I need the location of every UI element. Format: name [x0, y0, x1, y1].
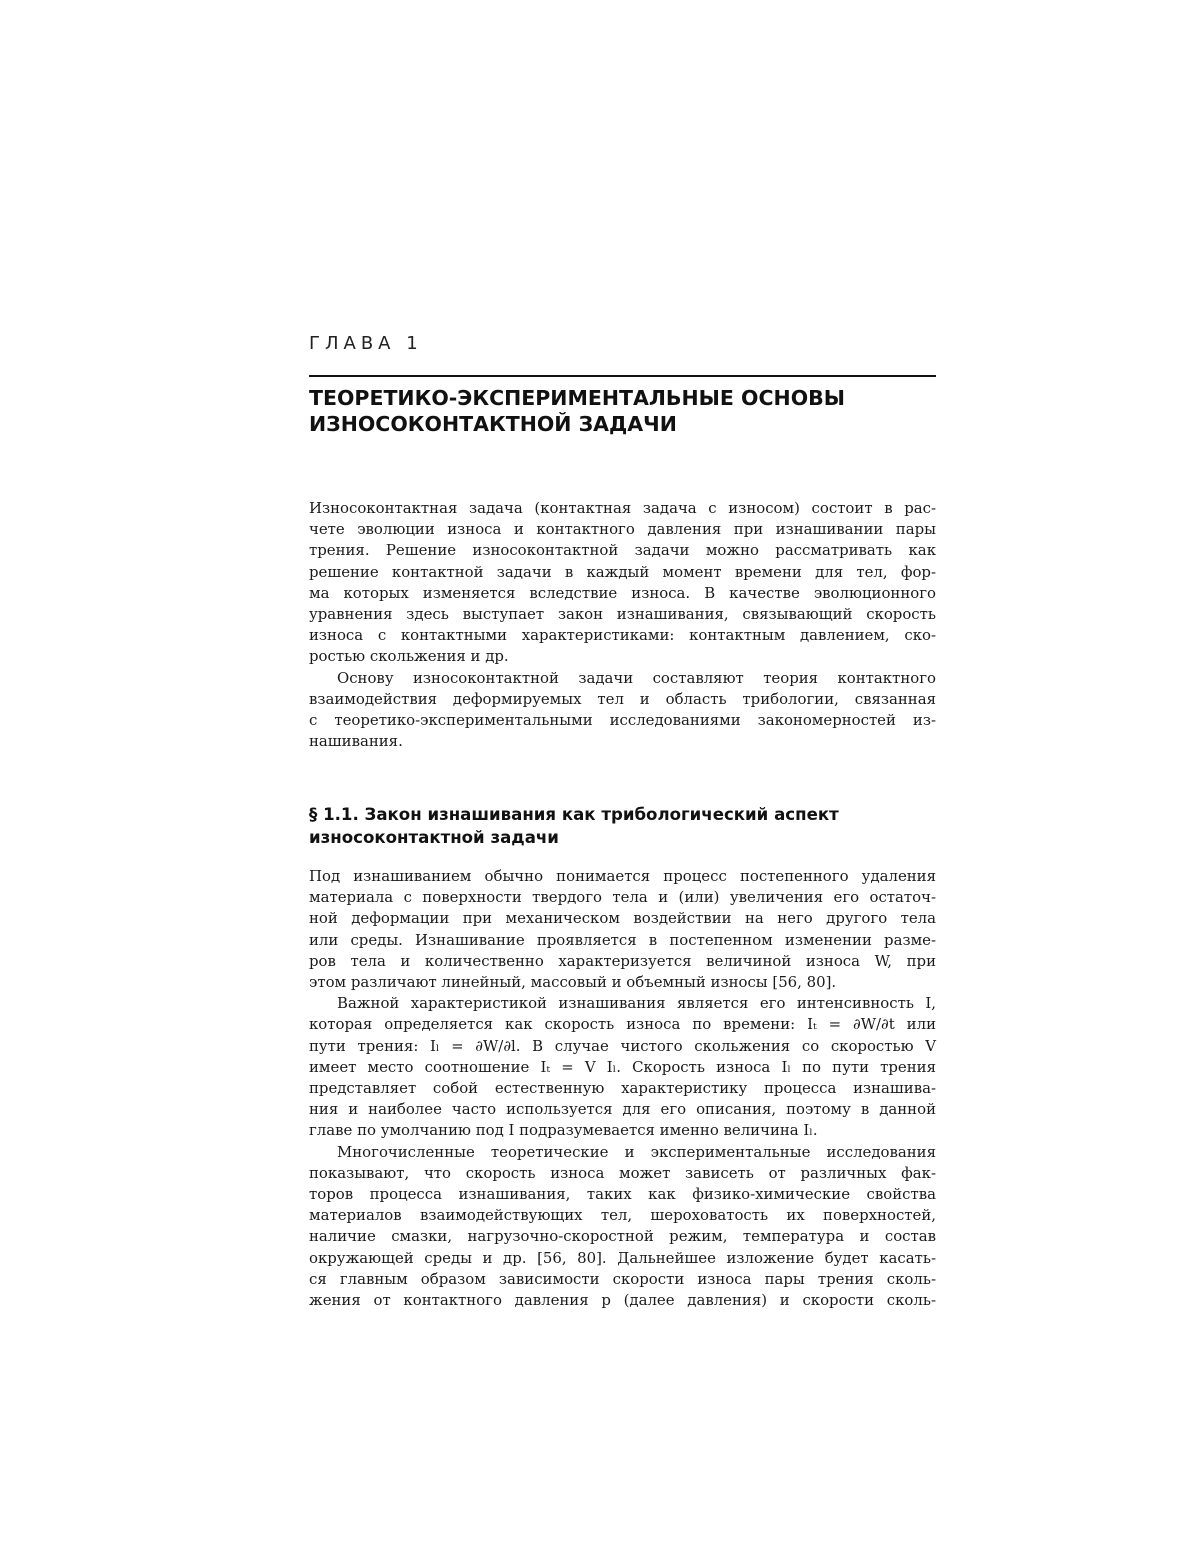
text-line: показывают, что скорость износа может зависеть от различных фак- — [309, 1163, 936, 1182]
text-line: взаимодействия деформируемых тел и область трибологии, связанная — [309, 689, 936, 708]
text-line: жения от контактного давления p (далее давления) и скорости сколь- — [309, 1291, 936, 1310]
chapter-title — [309, 385, 936, 437]
text-line: ся главным образом зависимости скорости износа пары трения сколь- — [309, 1269, 936, 1288]
section-title-line: § 1.1. Закон изнашивания как трибологический аспект — [309, 805, 839, 824]
text-line: нашивания. — [309, 732, 403, 751]
text-line: или среды. Изнашивание проявляется в постепенном изменении разме- — [309, 930, 936, 949]
text-line: износа с контактными характеристиками: контактным давлением, ско- — [309, 626, 936, 645]
section-title-line: износоконтактной задачи — [309, 828, 559, 847]
text-line: чете эволюции износа и контактного давления при изнашивании пары — [309, 520, 936, 539]
chapter-label: ГЛАВА 1 — [309, 333, 423, 354]
intro-paragraph-1 — [309, 498, 936, 668]
section-paragraph-1 — [309, 866, 936, 993]
text-line: ростью скольжения и др. — [309, 647, 509, 666]
text-line: наличие смазки, нагрузочно-скоростной режим, температура и состав — [309, 1227, 936, 1246]
chapter-title-line: ИЗНОСОКОНТАКТНОЙ ЗАДАЧИ — [309, 412, 677, 436]
intro-text — [309, 498, 936, 752]
text-line: Под изнашиванием обычно понимается процесс постепенного удаления — [309, 867, 936, 885]
text-line: пути трения: Iₗ = ∂W/∂l. В случае чистого скольжения со скоростью V — [309, 1036, 936, 1055]
text-line: окружающей среды и др. [56, 80]. Дальнейшее изложение будет касать- — [309, 1248, 936, 1267]
text-line: материала с поверхности твердого тела и (или) увеличения его остаточ- — [309, 888, 936, 907]
section-title — [309, 803, 936, 849]
chapter-title-line: ТЕОРЕТИКО-ЭКСПЕРИМЕНТАЛЬНЫЕ ОСНОВЫ — [309, 386, 845, 410]
text-line: Основу износоконтактной задачи составляют теория контактного — [337, 668, 936, 687]
text-line: Важной характеристикой изнашивания является его интенсивность I, — [337, 994, 936, 1013]
text-line: с теоретико-экспериментальными исследованиями закономерностей из- — [309, 711, 936, 730]
text-line: ния и наиболее часто используется для его описания, поэтому в данной — [309, 1100, 936, 1119]
text-line: имеет место соотношение Iₜ = V Iₗ. Скорость износа Iₗ по пути трения — [309, 1057, 936, 1076]
text-line: трения. Решение износоконтактной задачи можно рассматривать как — [309, 541, 936, 560]
text-line: материалов взаимодействующих тел, шероховатость их поверхностей, — [309, 1206, 936, 1225]
chapter-rule — [309, 375, 936, 377]
text-line: торов процесса изнашивания, таких как физико-химические свойства — [309, 1185, 936, 1204]
intro-paragraph-2 — [309, 668, 936, 753]
text-line: ма которых изменяется вследствие износа. В качестве эволюционного — [309, 583, 936, 602]
text-line: которая определяется как скорость износа по времени: Iₜ = ∂W/∂t или — [309, 1015, 936, 1034]
text-line: решение контактной задачи в каждый момент времени для тел, фор- — [309, 562, 936, 581]
text-line: Износоконтактная задача (контактная задача с износом) состоит в рас- — [309, 499, 936, 517]
text-line: главе по умолчанию под I подразумевается именно величина Iₗ. — [309, 1121, 818, 1140]
text-line: Многочисленные теоретические и экспериментальные исследования — [337, 1142, 936, 1161]
text-line: ной деформации при механическом воздействии на него другого тела — [309, 909, 936, 928]
section-paragraph-2 — [309, 993, 936, 1141]
text-line: этом различают линейный, массовый и объемный износы [56, 80]. — [309, 973, 837, 992]
section-text — [309, 866, 936, 1311]
section-paragraph-3 — [309, 1142, 936, 1312]
text-line: уравнения здесь выступает закон изнашивания, связывающий скорость — [309, 605, 936, 624]
text-line: ров тела и количественно характеризуется величиной износа W, при — [309, 951, 936, 970]
text-line: представляет собой естественную характеристику процесса изнашива- — [309, 1079, 936, 1098]
